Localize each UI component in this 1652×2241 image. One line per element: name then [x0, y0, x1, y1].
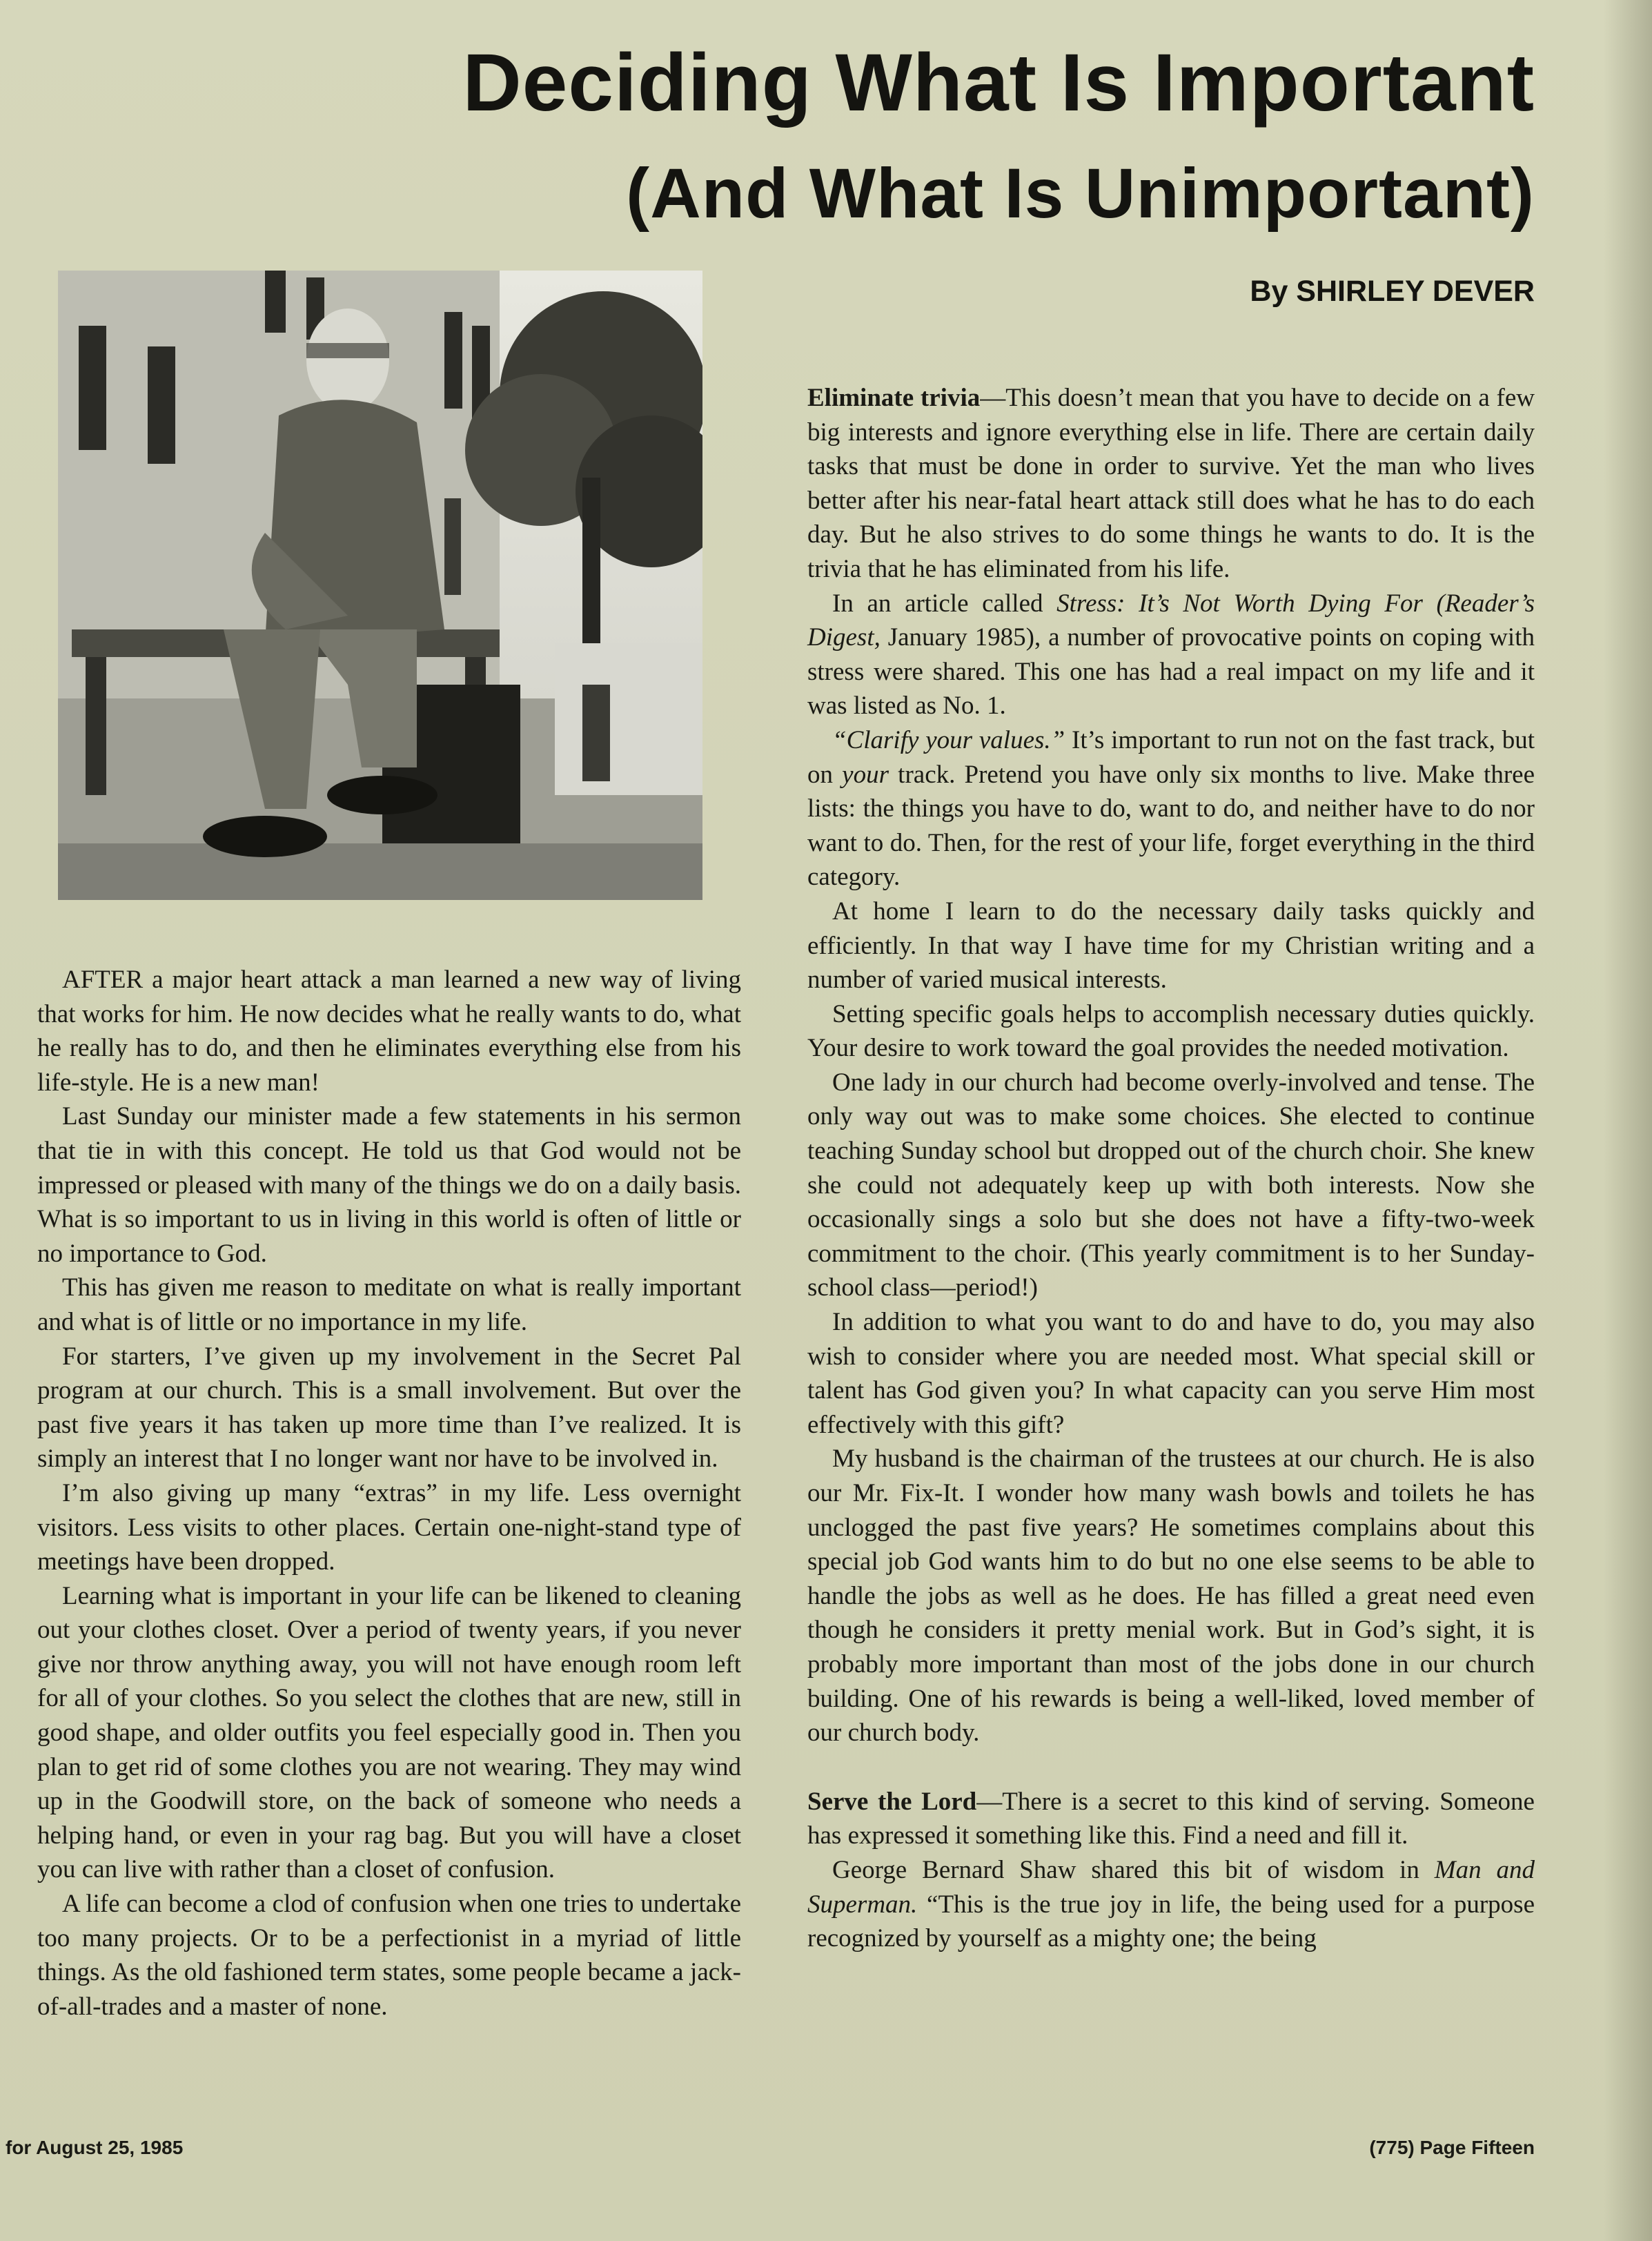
paragraph-text: January 1985), a number of provocative points on coping with stress were shared. This one has had a real impact on my life and it was listed as No. 1. — [807, 623, 1535, 721]
footer-page-number: (775) Page Fifteen — [1369, 2137, 1535, 2158]
paragraph: For starters, I’ve given up my involvement in the Secret Pal program at our church. This is a small involvement. But over the past five years it has taken up more time than I’ve realized. It is simply an interest that I no longer want nor have to be involved in. — [37, 1342, 741, 1474]
footer-date: for August 25, 1985 — [6, 2137, 184, 2158]
article-byline: By SHIRLEY DEVER — [1250, 275, 1535, 308]
paragraph-shaw-quote — [807, 1853, 1535, 1956]
paragraph-text: George Bernard Shaw shared this bit of wisdom in — [832, 1855, 1435, 1884]
article-photo — [58, 271, 702, 900]
paragraph-serve-the-lord — [807, 1785, 1535, 1853]
paragraph-stress-article — [807, 587, 1535, 723]
quote-clarify-values: “Clarify your values.” — [832, 725, 1065, 754]
paragraph: In addition to what you want to do and have to do, you may also wish to consider where you are needed most. What special skill or talent has God given you? In what capacity can you serve Him most effectively with this gift? — [807, 1308, 1535, 1439]
left-column — [37, 963, 741, 2024]
paragraph-clarify-values — [807, 723, 1535, 894]
paragraph-text: It’s important to run not on the fast track, but on — [807, 725, 1535, 789]
section-heading-serve-the-lord: Serve the Lord — [807, 1787, 977, 1816]
paragraph-text: In an article called — [832, 589, 1057, 618]
article-title-line1: Deciding What Is Important — [462, 37, 1535, 128]
paragraph-text: —This doesn’t mean that you have to decide on a few big interests and ignore everything else in life. There are certain daily tasks that must be done in order to survive. Yet the man who lives better after his near-fatal heart attack still does what he has to do each day. But he also strives to do some things he wants to do. It is the trivia that he has eliminated from his life. — [807, 384, 1535, 583]
paragraph: At home I learn to do the necessary daily tasks quickly and efficiently. In that way I have time for my Christian writing and a number of varied musical interests. — [807, 897, 1535, 995]
paragraph: AFTER a major heart attack a man learned a new way of living that works for him. He now decides what he really wants to do, what he really has to do, and then he eliminates everything else from his life-style. He is a new man! — [37, 966, 741, 1097]
paragraph: Learning what is important in your life can be likened to cleaning out your clothes closet. Over a period of twenty years, if you never give nor throw anything away, you will not have enough room left for all of your clothes. So you select the clothes that are new, still in good shape, and older outfits you feel especially good in. Then you plan to get rid of some clothes you are not wearing. They may wind up in the Goodwill store, on the back of someone who needs a helping hand, or even in your rag bag. But you will have a closet you can live with rather than a closet of confusion. — [37, 1581, 741, 1884]
paragraph: My husband is the chairman of the trustees at our church. He is also our Mr. Fix-It. I wonder how many wash bowls and toilets he has unclogged the past five years? He sometimes complains about this special job God wants him to do but no one else seems to be able to handle the jobs as well as he does. He has filled a great need even though he considers it pretty menial work. But in God’s sight, it is probably more important than most of the jobs done in our church building. One of his rewards is being a well-liked, loved member of our church body. — [807, 1445, 1535, 1748]
book-title: Man and Superman. — [807, 1855, 1535, 1919]
paragraph: Setting specific goals helps to accomplish necessary duties quickly. Your desire to work toward the goal provides the needed motivation. — [807, 999, 1535, 1063]
photo-man-on-bench-icon — [58, 271, 702, 900]
emphasis-your: your — [842, 760, 889, 789]
paragraph-text: —There is a secret to this kind of serving. Someone has expressed it something like this. Find a need and fill it. — [807, 1787, 1535, 1850]
page-edge-shadow — [1604, 0, 1652, 2241]
paragraph: A life can become a clod of confusion when one tries to undertake too many projects. Or to be a perfectionist in a myriad of little things. As the old fashioned term states, some people became a jack-of-all-trades and a master of none. — [37, 1890, 741, 2021]
paragraph-text: track. Pretend you have only six months to live. Make three lists: the things you have to do, want to do, and neither have to do nor want to do. Then, for the rest of your life, forget everything in the third category. — [807, 760, 1535, 892]
paragraph: I’m also giving up many “extras” in my life. Less overnight visitors. Less visits to other places. Certain one-night-stand type of meetings have been dropped. — [37, 1478, 741, 1576]
paragraph: One lady in our church had become overly-involved and tense. The only way out was to make some choices. She elected to continue teaching Sunday school but dropped out of the church choir. She knew she could not adequately keep up with both interests. Now she occasionally sings a solo but she does not have a fifty-two-week commitment to the choir. (This yearly commitment is to her Sunday-school class—period!) — [807, 1068, 1535, 1302]
article-title-line2: (And What Is Unimportant) — [626, 154, 1535, 233]
right-column — [807, 381, 1535, 1956]
paragraph-eliminate-trivia — [807, 381, 1535, 587]
paragraph: This has given me reason to meditate on what is really important and what is of little or no importance in my life. — [37, 1273, 741, 1336]
paragraph-text: “This is the true joy in life, the being used for a purpose recognized by yourself as a mighty one; the being — [807, 1890, 1535, 1953]
article-reference: Stress: It’s Not Worth Dying For (Reader’s Digest, — [807, 589, 1535, 652]
paragraph: Last Sunday our minister made a few statements in his sermon that tie in with this concept. He told us that God would not be impressed or pleased with many of the things we do on a daily basis. What is so important to us in living in this world is often of little or no importance to God. — [37, 1102, 741, 1268]
section-heading-eliminate-trivia: Eliminate trivia — [807, 384, 981, 412]
